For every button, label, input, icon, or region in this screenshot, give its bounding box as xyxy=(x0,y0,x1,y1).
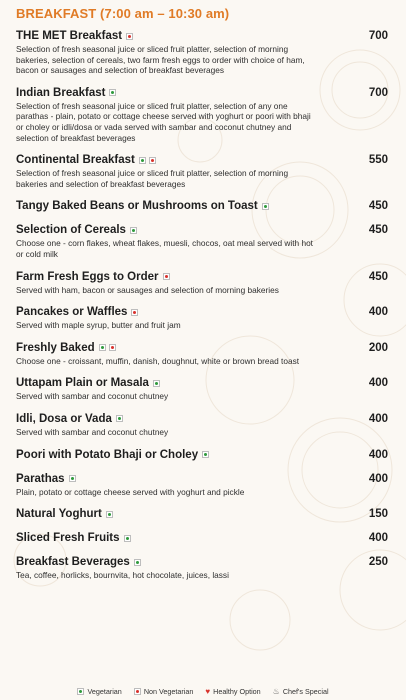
menu-item-price: 400 xyxy=(368,412,388,425)
menu-item-name: Selection of Cereals xyxy=(16,224,126,237)
chef-hat-icon: ♨ xyxy=(272,686,280,696)
menu-item-description: Served with ham, bacon or sausages and selection of morning bakeries xyxy=(16,284,279,295)
menu-item-list xyxy=(16,29,392,581)
legend-nonveg-label: Non Vegetarian xyxy=(143,687,194,696)
legend-chef xyxy=(273,687,329,696)
menu-item xyxy=(16,555,392,581)
menu-item-description: Selection of fresh seasonal juice or sliced fruit platter, selection of morning bakeries, selection of cereals, two farm fresh eggs to order with choice of ham, bacon or sausages and selection of breakfast beverages xyxy=(16,44,305,76)
menu-item xyxy=(16,199,392,213)
nonveg-icon xyxy=(126,33,133,40)
menu-item-name: Pancakes or Waffles xyxy=(16,306,128,319)
menu-item xyxy=(16,86,392,143)
menu-item xyxy=(16,223,392,259)
menu-item-name-wrap xyxy=(16,29,133,43)
legend xyxy=(0,687,406,696)
menu-item xyxy=(16,376,392,402)
legend-healthy-label: Healthy Option xyxy=(213,687,261,696)
menu-item-header xyxy=(16,376,392,390)
menu-item xyxy=(16,270,392,296)
menu-item-price: 250 xyxy=(368,556,388,569)
menu-item-name: Idli, Dosa or Vada xyxy=(16,412,112,425)
menu-item-name-wrap xyxy=(16,223,137,237)
menu-item-name: Breakfast Beverages xyxy=(16,556,130,569)
menu-item-header xyxy=(16,29,392,43)
menu-item-header xyxy=(16,531,392,545)
legend-healthy xyxy=(205,687,260,696)
menu-item-header xyxy=(16,305,392,319)
menu-item-name-wrap xyxy=(16,199,269,213)
menu-item-name-wrap xyxy=(16,86,116,100)
menu-item-name: Farm Fresh Eggs to Order xyxy=(16,270,159,283)
menu-item-name-wrap xyxy=(16,448,209,462)
menu-item-price: 200 xyxy=(368,341,388,354)
menu-item-price: 450 xyxy=(368,270,388,283)
menu-item xyxy=(16,531,392,545)
menu-item-description: Plain, potato or cottage cheese served with yoghurt and pickle xyxy=(16,486,245,497)
menu-item xyxy=(16,29,392,76)
menu-item-name: Indian Breakfast xyxy=(16,86,106,99)
menu-item-header xyxy=(16,270,392,284)
veg-icon xyxy=(69,475,76,482)
menu-item-name: Poori with Potato Bhaji or Choley xyxy=(16,448,199,461)
menu-item-header xyxy=(16,341,392,355)
menu-item-name: Parathas xyxy=(16,472,65,485)
menu-item-header xyxy=(16,472,392,486)
menu-item-price: 550 xyxy=(368,154,388,167)
menu-item xyxy=(16,341,392,367)
menu-item-price: 700 xyxy=(368,30,388,42)
menu-item-header xyxy=(16,199,392,213)
menu-item-description: Choose one - croissant, muffin, danish, doughnut, white or brown bread toast xyxy=(16,355,300,366)
menu-item-name: Freshly Baked xyxy=(16,341,95,354)
menu-item-name: Tangy Baked Beans or Mushrooms on Toast xyxy=(16,200,258,213)
veg-icon xyxy=(99,344,106,351)
menu-item-name-wrap xyxy=(16,507,113,521)
veg-icon xyxy=(134,559,141,566)
menu-item-price: 400 xyxy=(368,448,388,461)
menu-item-name-wrap xyxy=(16,153,156,167)
veg-icon xyxy=(139,157,146,164)
menu-item-description: Selection of fresh seasonal juice or sliced fruit platter, selection of any one parathas - plain, potato or cottage cheese served with yoghurt or poori with bhaji or choley or idli/dosa or vada served with sambar and coconut chutney and selection of breakfast beverages xyxy=(16,100,311,143)
menu-item-header xyxy=(16,86,392,100)
menu-item-price: 700 xyxy=(368,86,388,99)
menu-item xyxy=(16,472,392,498)
heart-icon: ♥ xyxy=(205,686,211,696)
legend-nonveg xyxy=(134,687,194,696)
menu-item-price: 400 xyxy=(368,472,388,485)
veg-icon xyxy=(130,227,137,234)
menu-item-description: Selection of fresh seasonal juice or sliced fruit platter, selection of morning bakeries and selection of breakfast beverages xyxy=(16,168,289,189)
menu-item-name-wrap xyxy=(16,472,76,486)
menu-item-name-wrap xyxy=(16,412,123,426)
legend-veg-label: Vegetarian xyxy=(87,687,122,696)
menu-item-name: Natural Yoghurt xyxy=(16,508,102,521)
menu-item xyxy=(16,412,392,438)
menu-item-name-wrap xyxy=(16,305,138,319)
veg-icon xyxy=(106,511,113,518)
menu-item-header xyxy=(16,223,392,237)
menu-item-price: 450 xyxy=(368,200,388,213)
section-title: BREAKFAST (7:00 am – 10:30 am) xyxy=(16,6,230,21)
veg-icon xyxy=(124,535,131,542)
nonveg-icon xyxy=(134,688,141,695)
veg-icon xyxy=(77,688,84,695)
menu-item-header xyxy=(16,555,392,569)
legend-chef-label: Chef's Special xyxy=(282,687,329,696)
menu-item-description: Tea, coffee, horlicks, bournvita, hot chocolate, juices, lassi xyxy=(16,570,229,581)
menu-item-name: THE MET Breakfast xyxy=(16,30,123,42)
legend-veg xyxy=(77,687,121,696)
menu-item-price: 400 xyxy=(368,532,388,545)
menu-item-name-wrap xyxy=(16,270,170,284)
menu-item-price: 150 xyxy=(368,508,388,521)
menu-item xyxy=(16,153,392,189)
nonveg-icon xyxy=(109,344,116,351)
menu-item-description: Served with sambar and coconut chutney xyxy=(16,426,169,437)
menu-item-price: 400 xyxy=(368,377,388,390)
veg-icon xyxy=(153,380,160,387)
menu-item-name: Continental Breakfast xyxy=(16,154,135,167)
menu-item-price: 450 xyxy=(368,224,388,237)
nonveg-icon xyxy=(149,157,156,164)
veg-icon xyxy=(116,415,123,422)
menu-item-description: Choose one - corn flakes, wheat flakes, muesli, chocos, oat meal served with hot or cold milk xyxy=(16,238,313,259)
veg-icon xyxy=(109,89,116,96)
veg-icon xyxy=(202,451,209,458)
menu-item-header xyxy=(16,412,392,426)
menu-item-name: Uttapam Plain or Masala xyxy=(16,377,149,390)
menu-item xyxy=(16,448,392,462)
menu-item-name-wrap xyxy=(16,341,116,355)
nonveg-icon xyxy=(163,273,170,280)
menu-item-name-wrap xyxy=(16,555,141,569)
menu-item-header xyxy=(16,448,392,462)
veg-icon xyxy=(262,203,269,210)
menu-item-header xyxy=(16,507,392,521)
menu-item-header xyxy=(16,153,392,167)
menu-item-name-wrap xyxy=(16,376,160,390)
menu-item xyxy=(16,507,392,521)
menu-item-description: Served with sambar and coconut chutney xyxy=(16,391,169,402)
menu-item-price: 400 xyxy=(368,306,388,319)
menu-item-name: Sliced Fresh Fruits xyxy=(16,532,120,545)
menu-item xyxy=(16,305,392,331)
nonveg-icon xyxy=(131,309,138,316)
menu-item-description: Served with maple syrup, butter and fruit jam xyxy=(16,320,181,331)
menu-item-name-wrap xyxy=(16,531,131,545)
